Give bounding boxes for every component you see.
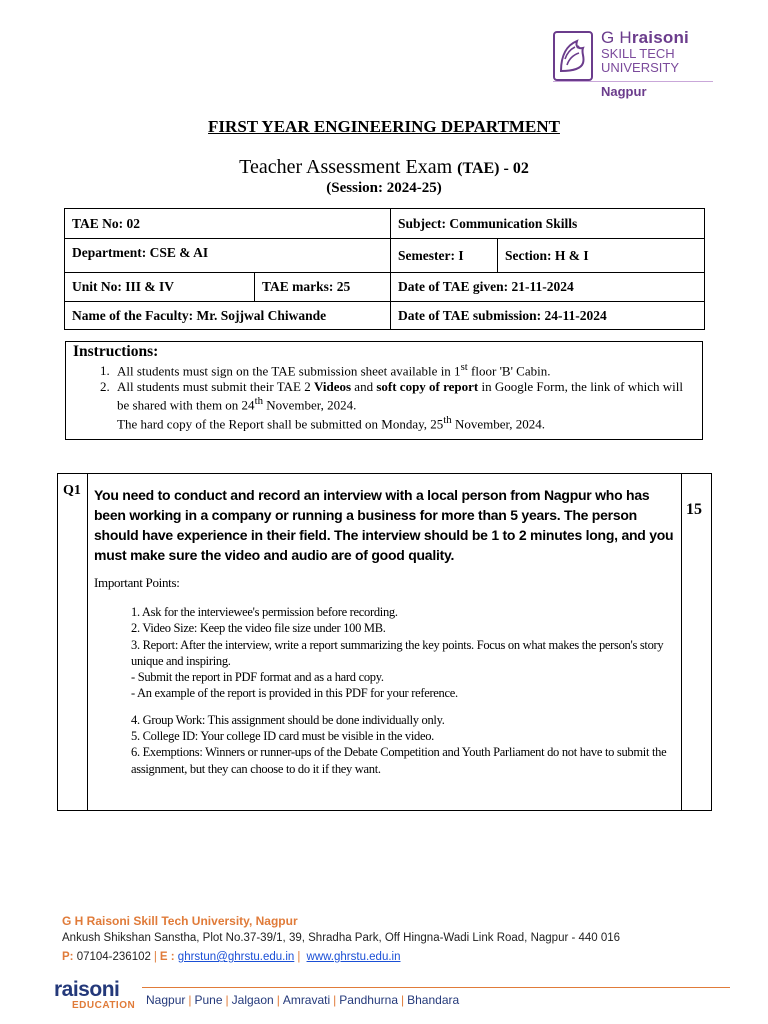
list-item: 1. Ask for the interviewee's permission before recording. <box>131 605 398 619</box>
question-number: Q1 <box>63 483 81 498</box>
list-item: 6. Exemptions: Winners or runner-ups of the Debate Competition and Youth Parliament do not have to submit the assignment, but they can choose to do it if they want. <box>131 745 667 776</box>
city-item: Amravati <box>282 993 331 1007</box>
instructions-heading: Instructions: <box>73 343 159 360</box>
separator: | <box>401 993 405 1007</box>
section: Section: H & I <box>498 239 705 273</box>
footer-university: G H Raisoni Skill Tech University, Nagpur <box>62 914 298 928</box>
instruction-2-link-text: in Google Form, the link of which will be shared with them on 24 <box>117 378 683 413</box>
instruction-2-report: soft copy of report <box>376 378 479 394</box>
instructions-box <box>65 341 703 440</box>
instruction-2-sup: th <box>254 395 263 408</box>
important-points-title: Important Points: <box>94 575 180 590</box>
logo-text-university: UNIVERSITY <box>601 60 680 75</box>
logo-city: Nagpur <box>601 84 647 99</box>
brand-sub: EDUCATION <box>72 1000 136 1011</box>
logo-text-raisoni: raisoni <box>631 28 689 47</box>
department-title: FIRST YEAR ENGINEERING DEPARTMENT <box>208 117 560 136</box>
department: Department: CSE & AI <box>65 239 391 273</box>
table-row <box>65 209 705 239</box>
instruction-hard-copy-text: The hard copy of the Report shall be submitted on Monday, 25 <box>117 416 444 432</box>
separator: | <box>297 951 301 963</box>
instruction-2-text: All students must submit their TAE 2 <box>117 378 314 394</box>
logo-text-gh: G H <box>601 28 632 47</box>
separator: | <box>188 993 192 1007</box>
lion-crest-icon <box>553 31 593 81</box>
session-label: (Session: 2024-25) <box>326 180 442 196</box>
city-item: Pandhurna <box>339 993 398 1007</box>
exam-title <box>0 156 768 179</box>
separator: | <box>333 993 337 1007</box>
email-label: E : <box>159 951 175 963</box>
email-link[interactable]: ghrstun@ghrstu.edu.in <box>177 951 295 963</box>
list-item: - An example of the report is provided in this PDF for your reference. <box>131 686 458 701</box>
brand-name: raisoni <box>54 978 120 1001</box>
question-box <box>57 473 712 811</box>
faculty-name: Name of the Faculty: Mr. Sojjwal Chiwande <box>65 302 391 330</box>
footer-address: Ankush Shikshan Sanstha, Plot No.37-39/1, 39, Shradha Park, Off Hingna-Wadi Link Road, Nagpur - 440 016 <box>62 932 621 944</box>
question-text: You need to conduct and record an interview with a local person from Nagpur who has been working in a company or running a business for more than 5 years. The person should have experience in their field. The interview should be 1 to 2 minutes long, and you must make sure the video and audio are of good quality. <box>94 487 674 563</box>
important-points-list <box>131 604 678 777</box>
list-item <box>113 360 696 379</box>
city-item: Pune <box>194 993 223 1007</box>
city-item: Jalgaon <box>231 993 274 1007</box>
raisoni-education-logo <box>54 980 138 1011</box>
phone-label: P: <box>62 951 74 963</box>
list-item: 2. Video Size: Keep the video file size under 100 MB. <box>131 621 386 636</box>
table-row <box>65 239 705 273</box>
instruction-hard-copy <box>117 413 696 432</box>
tae-marks: TAE marks: 25 <box>255 273 391 302</box>
list-item <box>113 379 696 432</box>
exam-title-main: Teacher Assessment Exam <box>239 156 453 178</box>
instructions-list <box>73 360 696 432</box>
question-body <box>94 485 678 777</box>
list-item: 5. College ID: Your college ID card must be visible in the video. <box>131 729 435 744</box>
exam-title-suffix: (TAE) - 02 <box>457 160 529 177</box>
tae-number: TAE No: 02 <box>65 209 391 239</box>
column-divider <box>87 474 88 810</box>
list-item: 4. Group Work: This assignment should be done individually only. <box>131 712 445 727</box>
instruction-1-text: All students must sign on the TAE submission sheet available in 1 <box>117 363 461 379</box>
university-logo <box>553 28 713 100</box>
exam-info-table <box>64 208 705 330</box>
logo-divider <box>553 81 713 82</box>
subject: Subject: Communication Skills <box>391 209 705 239</box>
semester: Semester: I <box>391 239 498 273</box>
phone-number: 07104-236102 <box>73 951 151 963</box>
city-item: Bhandara <box>407 993 460 1007</box>
footer-divider <box>142 987 730 988</box>
instruction-2-date: November, 2024. <box>263 397 357 413</box>
table-row <box>65 273 705 302</box>
instruction-2-and: and <box>351 378 377 394</box>
date-given: Date of TAE given: 21-11-2024 <box>391 273 705 302</box>
instruction-1-sup: st <box>460 361 468 373</box>
question-marks: 15 <box>686 501 702 518</box>
table-row <box>65 302 705 330</box>
list-item: - Submit the report in PDF format and as a hard copy. <box>131 670 384 685</box>
logo-text-skill-tech: SKILL TECH <box>601 46 675 61</box>
city-item: Nagpur <box>146 993 186 1007</box>
footer <box>62 913 742 967</box>
date-submission: Date of TAE submission: 24-11-2024 <box>391 302 705 330</box>
logo-wordmark <box>601 28 713 75</box>
list-gap <box>131 702 678 712</box>
instruction-1-text-end: floor 'B' Cabin. <box>467 363 551 379</box>
separator: | <box>225 993 229 1007</box>
instruction-hard-copy-sup: th <box>443 414 452 427</box>
list-item: 3. Report: After the interview, write a report summarizing the key points. Focus on what makes the person's story unique and inspiring. <box>131 637 664 668</box>
instruction-hard-copy-end: November, 2024. <box>451 416 546 432</box>
column-divider <box>681 474 682 810</box>
website-link[interactable]: www.ghrstu.edu.in <box>306 951 401 963</box>
separator: | <box>276 993 280 1007</box>
instruction-2-videos: Videos <box>313 378 352 394</box>
campus-cities <box>146 993 459 1007</box>
footer-contact <box>62 948 742 967</box>
unit-number: Unit No: III & IV <box>65 273 255 302</box>
separator: | <box>153 951 157 963</box>
